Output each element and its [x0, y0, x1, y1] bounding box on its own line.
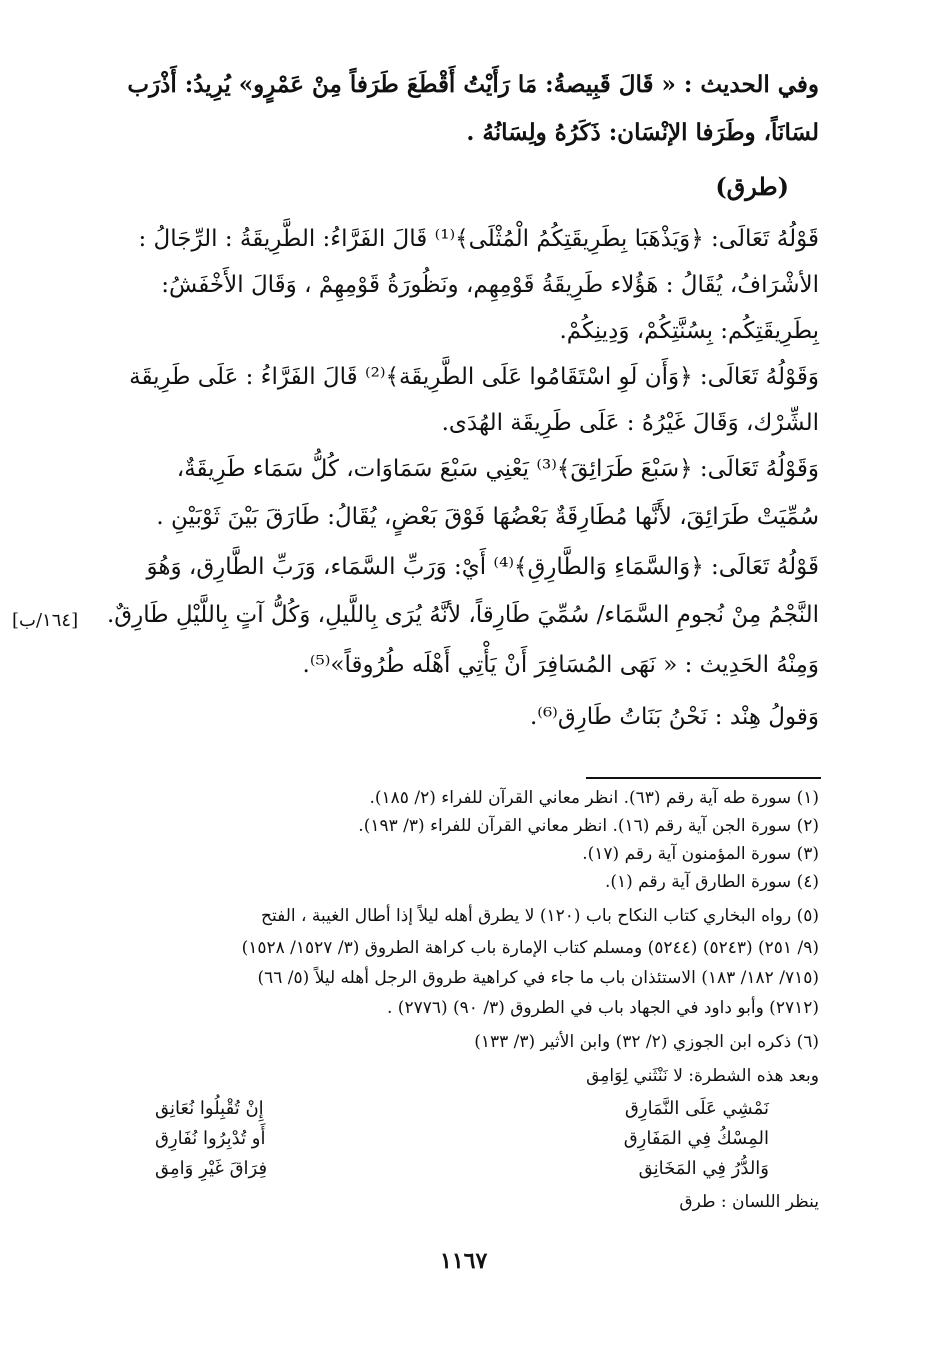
text-line: الشِّرْك، وَقَالَ غَيْرُهُ : عَلَى طَرِيقَة الهُدَى.: [441, 410, 819, 436]
footnote-separator: [586, 777, 821, 779]
footnote: (٦) ذكره ابن الجوزي (٢/ ٣٢) وابن الأثير (٣/ ١٣٣): [474, 1032, 819, 1052]
verse-hemistich: نَمْشِي عَلَى النَّمَارِق: [624, 1098, 769, 1119]
footnote: (٢) سورة الجن آية رقم (١٦). انظر معاني القرآن للفراء (٣/ ١٩٣).: [358, 816, 819, 836]
text-line: وَمِنْهُ الحَدِيث : « نَهَى المُسَافِرَ أَنْ يَأْتِي أَهْلَه طُرُوقاً»⁽⁵⁾.: [302, 652, 819, 678]
footnote: وبعد هذه الشطرة: لا نَنْثَني لِوَامِق: [586, 1066, 819, 1086]
text-line: سُمِّيَتْ طَرَائِقَ، لأَنَّها مُطَارِقَةٌ بَعْضُهَا فَوْقَ بَعْضٍ، يُقَالُ: طَارَقَ بَيْنَ ثَوْبَيْنِ .: [156, 504, 819, 530]
footnote: (٤) سورة الطارق آية رقم (١).: [604, 872, 819, 892]
footnote: (٣) سورة المؤمنون آية رقم (١٧).: [582, 844, 819, 864]
text-line: قَوْلُهُ تَعَالَى: ﴿وَيَذْهَبَا بِطَرِيقَتِكُمُ الْمُثْلَى﴾⁽¹⁾ قَالَ الفَرَّاءُ: الطَّرِيقَةُ : الرِّجَالُ :: [138, 226, 819, 252]
verse-hemistich: إِنْ تُقْبِلُوا نُعَانِق: [155, 1098, 264, 1119]
text-line: بِطَرِيقَتِكُم: بِسُنَّتِكُمْ، وَدِينِكُمْ.: [559, 318, 819, 344]
page-number: ١١٦٧: [440, 1248, 488, 1274]
text-line: لسَانَاً، وطَرَفا الإنْسَان: ذَكَرُهُ ولِسَانُهُ .: [466, 119, 819, 146]
footnote: (٥) رواه البخاري كتاب النكاح باب (١٢٠) لا يطرق أهله ليلاً إذا أطال الغيبة ، الفتح: [261, 906, 819, 926]
section-heading: (طرق): [715, 172, 789, 201]
text-line: وَقَوْلُهُ تَعَالَى: ﴿سَبْعَ طَرَائِقَ﴾⁽³⁾ يَعْنِي سَبْعَ سَمَاوَات، كُلُّ سَمَاء طَرِيقَةٌ،: [176, 456, 819, 482]
text-line: وَقولُ هِنْد : نَحْنُ بَنَاتُ طَارِق⁽⁶⁾.: [529, 704, 819, 730]
main-text: [107, 0, 819, 740]
text-line: الأشْرَافُ، يُقَالُ : هَؤُلاء طَرِيقَةُ قَوْمِهِم، ونَظُورَةُ قَوْمِهِمْ ، وَقَالَ الأَخْفَشُ:: [161, 272, 819, 298]
footnote: (٩/ ٢٥١) (٥٢٤٣) (٥٢٤٤) ومسلم كتاب الإمارة باب كراهة الطروق (٣/ ١٥٢٧/ ١٥٢٨): [241, 938, 819, 958]
verse-hemistich: المِسْكُ فِي المَفَارِق: [623, 1128, 769, 1149]
verse-hemistich: أَو تُدْبِرُوا نُفَارِق: [155, 1128, 266, 1149]
text-line: قَوْلُهُ تَعَالَى: ﴿وَالسَّمَاءِ وَالطَّارِقِ﴾⁽⁴⁾ أَيْ: وَرَبِّ السَّمَاء، وَرَبِّ الطَّارِق، وَهُوَ: [146, 554, 819, 580]
verse-hemistich: وَالدُّرُ فِي المَخَانِق: [638, 1158, 769, 1179]
source-note: ينظر اللسان : طرق: [679, 1192, 819, 1212]
text-line: وَقَوْلُهُ تَعَالَى: ﴿وَأَن لَوِ اسْتَقَامُوا عَلَى الطَّرِيقَة﴾⁽²⁾ قَالَ الفَرَّاءُ : عَلَى طَرِيقَة: [129, 364, 819, 390]
verse-hemistich: فِرَاقَ غَيْرِ وَامِق: [155, 1158, 268, 1179]
text-line: النَّجْمُ مِنْ نُجومِ السَّمَاء/ سُمِّيَ طَارِقاً، لأنَّهُ يُرَى بِاللَّيلِ، وَكُلُّ آتٍ بِاللَّيْلِ طَارِقٌ.: [106, 602, 819, 628]
footnote: (٧١٥/ ١٨٢/ ١٨٣) الاستئذان باب ما جاء في كراهية طروق الرجل أهله ليلاً (٥/ ٦٦): [257, 968, 819, 988]
footnote: (٢٧١٢) وأبو داود في الجهاد باب في الطروق (٣/ ٩٠) (٢٧٧٦) .: [387, 998, 819, 1018]
margin-page-reference: [١٦٤/ب]: [12, 610, 79, 631]
text-line: وفي الحديث : « قَالَ قَبِيصةُ: مَا رَأَيْتُ أَقْطَعَ طَرَفاً مِنْ عَمْرٍو» يُرِيدُ: أَذْرَب: [127, 71, 819, 98]
footnote: (١) سورة طه آية رقم (٦٣). انظر معاني القرآن للفراء (٢/ ١٨٥).: [369, 788, 819, 808]
